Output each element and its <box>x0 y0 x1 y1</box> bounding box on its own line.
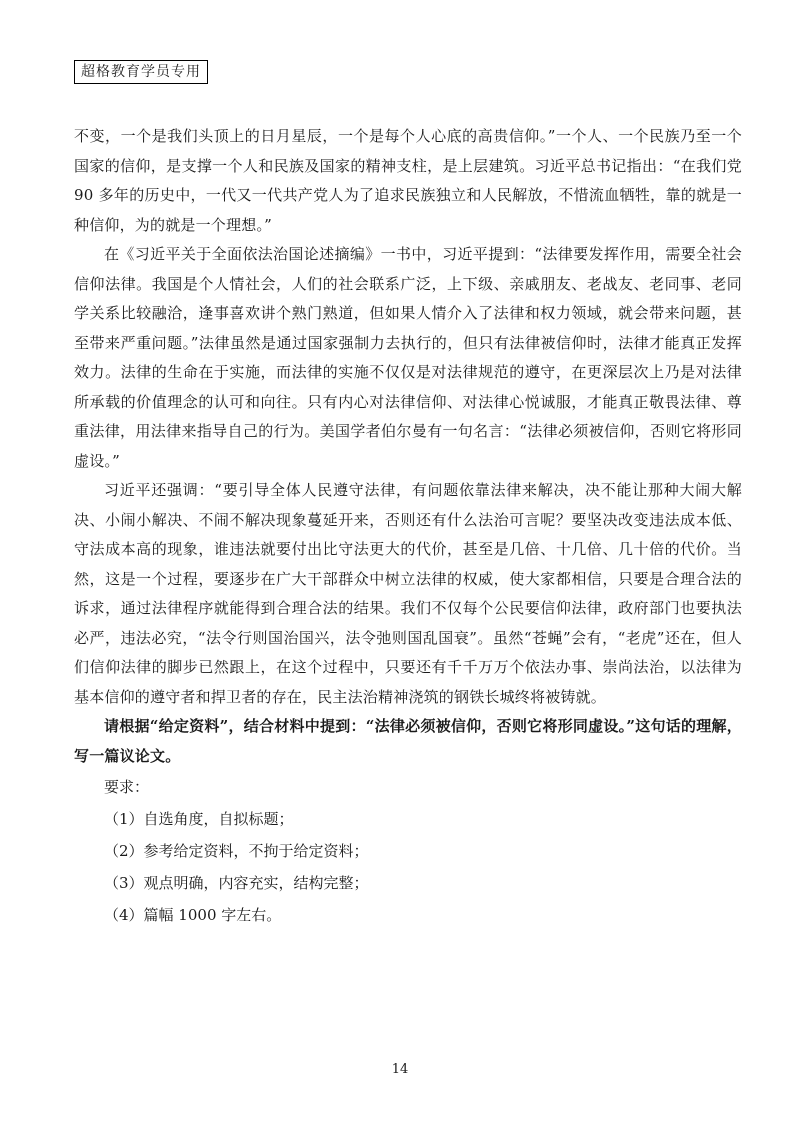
document-body <box>74 122 742 931</box>
page-number: 14 <box>391 1062 409 1077</box>
requirements-heading: 要求： <box>104 778 150 796</box>
header-label: 超格教育学员专用 <box>74 60 208 84</box>
requirement-item: （4）篇幅 1000 字左右。 <box>104 906 282 924</box>
requirement-item: （2）参考给定资料，不拘于给定资料； <box>104 842 369 860</box>
requirement-item: （3）观点明确，内容充实，结构完整； <box>104 874 369 892</box>
task-instruction: 请根据“给定资料”，结合材料中提到：“法律必须被信仰，否则它将形同虚设。”这句话的理解，写一篇议论文。 <box>74 717 742 765</box>
paragraph-3: 习近平还强调：“要引导全体人民遵守法律，有问题依靠法律来解决，决不能让那种大闹大解决、小闹小解决、不闹不解决现象蔓延开来，否则还有什么法治可言呢？要坚决改变违法成本低、守法成本高的现象，谁违法就要付出比守法更大的代价，甚至是几倍、十几倍、几十倍的代价。当然，这是一个过程，要逐步在广大干部群众中树立法律的权威，使大家都相信，只要是合理合法的诉求，通过法律程序就能得到合理合法的结果。我们不仅每个公民要信仰法律，政府部门也要执法必严，违法必究，“法令行则国治国兴，法令弛则国乱国衰”。虽然“苍蝇”会有，“老虎”还在，但人们信仰法律的脚步已然跟上，在这个过程中，只要还有千千万万个依法办事、崇尚法治，以法律为基本信仰的遵守者和捍卫者的存在，民主法治精神浇筑的钢铁长城终将被铸就。 <box>74 481 742 706</box>
requirement-item: （1）自选角度，自拟标题； <box>104 810 294 828</box>
paragraph-2: 在《习近平关于全面依法治国论述摘编》一书中，习近平提到：“法律要发挥作用，需要全社会信仰法律。我国是个人情社会，人们的社会联系广泛，上下级、亲戚朋友、老战友、老同事、老同学关系比较融洽，逢事喜欢讲个熟门熟道，但如果人情介入了法律和权力领域，就会带来问题，甚至带来严重问题。”法律虽然是通过国家强制力去执行的，但只有法律被信仰时，法律才能真正发挥效力。法律的生命在于实施，而法律的实施不仅仅是对法律规范的遵守，在更深层次上乃是对法律所承载的价值理念的认可和向往。只有内心对法律信仰、对法律心悦诚服，才能真正敬畏法律、尊重法律，用法律来指导自己的行为。美国学者伯尔曼有一句名言：“法律必须被信仰，否则它将形同虚设。” <box>74 245 742 470</box>
paragraph-1: 不变，一个是我们头顶上的日月星辰，一个是每个人心底的高贵信仰。”一个人、一个民族乃至一个国家的信仰，是支撑一个人和民族及国家的精神支柱，是上层建筑。习近平总书记指出：“在我们党 90 多年的历史中，一代又一代共产党人为了追求民族独立和人民解放，不惜流血牺牲，靠的就是一种信仰，为的就是一个理想。” <box>74 127 742 234</box>
